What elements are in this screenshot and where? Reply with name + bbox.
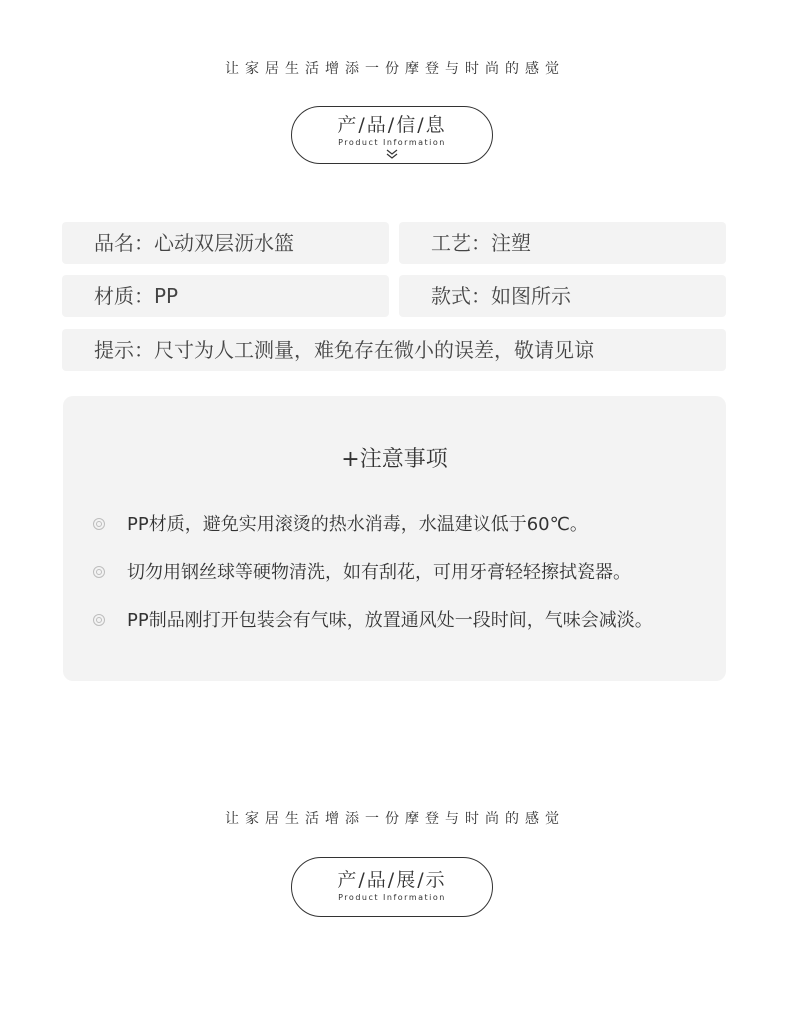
tagline-bottom: 让家居生活增添一份摩登与时尚的感觉 bbox=[225, 811, 565, 827]
section-title: 产/品/展/示 bbox=[337, 869, 447, 891]
section-subtitle: Product Information bbox=[338, 138, 446, 147]
info-material: 材质：PP bbox=[62, 275, 389, 317]
tagline-top: 让家居生活增添一份摩登与时尚的感觉 bbox=[225, 61, 565, 77]
notice-title: +注意事项 bbox=[341, 447, 448, 472]
notice-item-text: PP材质，避免实用滚烫的热水消毒，水温建议低于60℃。 bbox=[127, 514, 588, 535]
double-circle-bullet-icon bbox=[93, 566, 105, 578]
notice-panel bbox=[63, 396, 726, 681]
section-header-product-info bbox=[291, 106, 493, 164]
section-header-product-display bbox=[291, 857, 493, 917]
section-subtitle: Product Information bbox=[338, 893, 446, 902]
info-tip: 提示：尺寸为人工测量，难免存在微小的误差，敬请见谅 bbox=[62, 329, 726, 371]
double-circle-bullet-icon bbox=[93, 614, 105, 626]
info-product-name: 品名：心动双层沥水篮 bbox=[62, 222, 389, 264]
double-chevron-down-icon bbox=[385, 149, 399, 159]
notice-item-text: PP制品刚打开包装会有气味，放置通风处一段时间，气味会减淡。 bbox=[127, 610, 653, 631]
info-craft: 工艺：注塑 bbox=[399, 222, 726, 264]
double-circle-bullet-icon bbox=[93, 518, 105, 530]
info-style: 款式：如图所示 bbox=[399, 275, 726, 317]
notice-item-text: 切勿用钢丝球等硬物清洗，如有刮花，可用牙膏轻轻擦拭瓷器。 bbox=[127, 562, 631, 583]
section-title: 产/品/信/息 bbox=[337, 114, 447, 136]
notice-item bbox=[63, 609, 726, 635]
notice-item bbox=[63, 561, 726, 587]
notice-item bbox=[63, 513, 726, 539]
